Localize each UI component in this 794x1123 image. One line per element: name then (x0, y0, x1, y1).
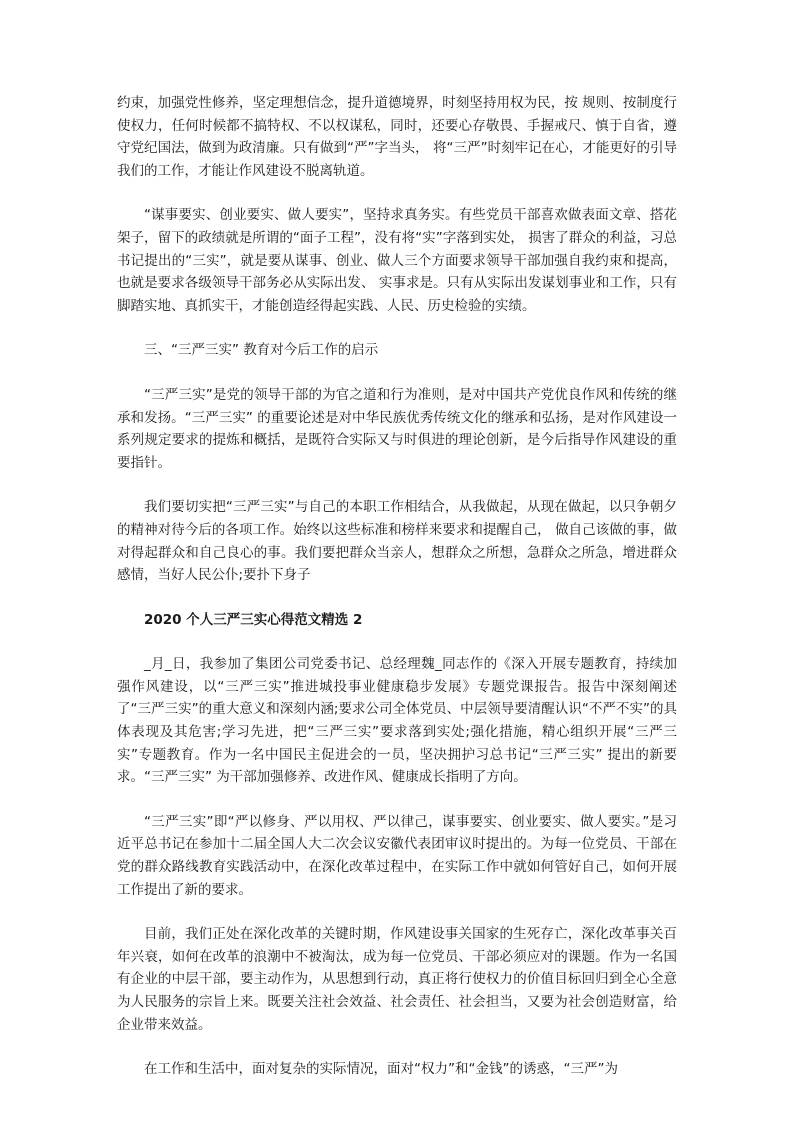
paragraph-8: 在工作和生活中，面对复杂的实际情况，面对“权力”和“金钱”的诱惑，“三严”为 (144, 1061, 618, 1078)
paragraph-4: 我们要切实把“三严三实”与自己的本职工作相结合，从我做起，从现在做起，以只争朝夕的精神对待今后的各项工作。始终以这些标准和榜样来要求和提醒自己， 做自己该做的事，做对得起群众和自己良心的事。我们要把群众当亲人，想群众之所想，急群众之所急，增进群众感情，当好人民公仆;要扑下身子 (117, 499, 677, 584)
section-heading: 三、“三严三实” 教育对今后工作的启示 (144, 342, 379, 359)
paragraph-3: “三严三实”是党的领导干部的为官之道和行为准则，是对中国共产党优良作风和传统的继承和发扬。“三严三实” 的重要论述是对中华民族优秀传统文化的继承和弘扬，是对作风建设一系列规定要求的提炼和概括，是既符合实际又与时俱进的理论创新，是今后指导作风建设的重要指针。 (117, 386, 677, 471)
article-title: 2020 个人三严三实心得范文精选 2 (144, 611, 363, 628)
paragraph-5: _月_日，我参加了集团公司党委书记、总经理魏_同志作的《深入开展专题教育，持续加强作风建设，以“三严三实”推进城投事业健康稳步发展》专题党课报告。报告中深刻阐述了“三严三实”的重大意义和深刻内涵;要求公司全体党员、中层领导要清醒认识“不严不实”的具体表现及其危害;学习先进，把“三严三实”要求落到实处;强化措施，精心组织开展“三严三实”专题教育。作为一名中国民主促进会的一员，坚决拥护习总书记“三严三实” 提出的新要求。“三严三实” 为干部加强修养、改进作风、健康成长指明了方向。 (117, 656, 677, 786)
paragraph-2: “谋事要实、创业要实、做人要实”，坚持求真务实。有些党员干部喜欢做表面文章、搭花架子，留下的政绩就是所谓的“面子工程”，没有将“实”字落到实处， 损害了群众的利益，习总书记提出的“三实”，就是要从谋事、创业、做人三个方面要求领导干部加强自我约束和提高，也就是要求各级领导干部务必从实际出发、 实事求是。只有从实际出发谋划事业和工作，只有脚踏实地、真抓实干，才能创造经得起实践、人民、历史检验的实绩。 (117, 207, 677, 314)
paragraph-6: “三严三实”即“严以修身、严以用权、严以律己，谋事要实、创业要实、做人要实。”是习近平总书记在参加十二届全国人大二次会议安徽代表团审议时提出的。为每一位党员、干部在党的群众路线教育实践活动中，在深化改革过程中，在实际工作中就如何管好自己，如何开展工作提出了新的要求。 (117, 813, 677, 898)
paragraph-7: 目前，我们正处在深化改革的关键时期，作风建设事关国家的生死存亡，深化改革事关百年兴衰，如何在改革的浪潮中不被淘汰，成为每一位党员、干部必须应对的课题。作为一名国有企业的中层干部，要主动作为，从思想到行动，真正将行使权力的价值目标回归到全心全意为人民服务的宗旨上来。既要关注社会效益、社会责任、社会担当，又要为社会创造财富，给企业带来效益。 (117, 926, 677, 1033)
paragraph-1: 约束，加强党性修养，坚定理想信念，提升道德境界，时刻坚持用权为民，按 规则、按制度行使权力，任何时候都不搞特权、不以权谋私，同时，还要心存敬畏、手握戒尺、慎于自省，遵守党纪国法，做到为政清廉。只有做到“严”字当头， 将“三严”时刻牢记在心，才能更好的引导我们的工作，才能让作风建设不脱离轨道。 (117, 95, 678, 179)
document-page (117, 92, 677, 1081)
